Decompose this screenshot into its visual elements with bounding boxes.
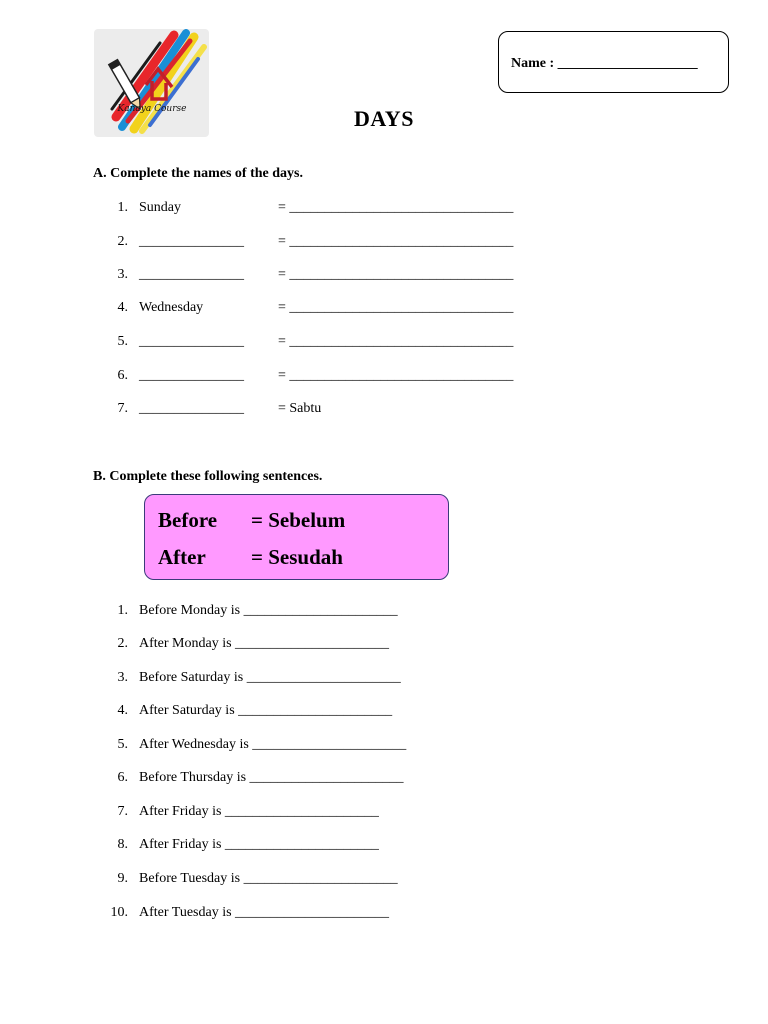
item-number: 5.	[117, 737, 128, 752]
item-number: 6.	[117, 770, 128, 785]
day-translation[interactable]: = ________________________________	[278, 334, 514, 349]
day-translation[interactable]: = ________________________________	[278, 267, 514, 282]
vocab-term: Before	[158, 508, 218, 532]
day-translation[interactable]: = ________________________________	[278, 300, 514, 315]
name-box	[498, 31, 729, 93]
vocab-meaning: = Sebelum	[251, 508, 346, 532]
page-title: DAYS	[354, 106, 414, 131]
day-word[interactable]: Sunday	[139, 200, 181, 215]
sentence-blank[interactable]: After Monday is ______________________	[139, 636, 390, 651]
sentence-blank[interactable]: After Saturday is ______________________	[139, 703, 393, 718]
item-number: 9.	[117, 871, 128, 886]
item-number: 3.	[117, 267, 128, 282]
sentence-blank[interactable]: After Friday is ______________________	[139, 837, 379, 852]
vocab-term: After	[158, 545, 206, 569]
item-number: 3.	[117, 670, 128, 685]
day-word[interactable]: _______________	[139, 401, 244, 416]
sentence-blank[interactable]: Before Saturday is ______________________	[139, 670, 401, 685]
section-b-heading: B. Complete these following sentences.	[93, 469, 323, 484]
item-number: 2.	[117, 234, 128, 249]
item-number: 1.	[117, 603, 128, 618]
item-number: 2.	[117, 636, 128, 651]
item-number: 4.	[117, 703, 128, 718]
day-translation[interactable]: = Sabtu	[278, 401, 322, 416]
day-translation[interactable]: = ________________________________	[278, 368, 514, 383]
sentence-blank[interactable]: After Friday is ______________________	[139, 804, 379, 819]
day-translation[interactable]: = ________________________________	[278, 200, 514, 215]
sentence-blank[interactable]: After Tuesday is ______________________	[139, 905, 390, 920]
day-word[interactable]: _______________	[139, 267, 244, 282]
item-number: 7.	[117, 804, 128, 819]
day-word[interactable]: _______________	[139, 368, 244, 383]
section-a-heading: A. Complete the names of the days.	[93, 166, 303, 181]
sentence-blank[interactable]: Before Monday is ______________________	[139, 603, 398, 618]
day-translation[interactable]: = ________________________________	[278, 234, 514, 249]
item-number: 4.	[117, 300, 128, 315]
sentence-blank[interactable]: Before Thursday is ______________________	[139, 770, 404, 785]
item-number: 7.	[117, 401, 128, 416]
item-number: 1.	[117, 200, 128, 215]
item-number: 10.	[110, 905, 128, 920]
item-number: 5.	[117, 334, 128, 349]
vocab-meaning: = Sesudah	[251, 545, 343, 569]
sentence-blank[interactable]: Before Tuesday is ______________________	[139, 871, 398, 886]
logo-text: Kanaya Course	[117, 104, 187, 114]
day-word[interactable]: _______________	[139, 234, 244, 249]
item-number: 6.	[117, 368, 128, 383]
sentence-blank[interactable]: After Wednesday is ______________________	[139, 737, 407, 752]
name-field[interactable]: Name : ____________________	[511, 56, 698, 71]
item-number: 8.	[117, 837, 128, 852]
day-word[interactable]: Wednesday	[139, 300, 204, 315]
vocabulary-box	[144, 494, 449, 580]
day-word[interactable]: _______________	[139, 334, 244, 349]
